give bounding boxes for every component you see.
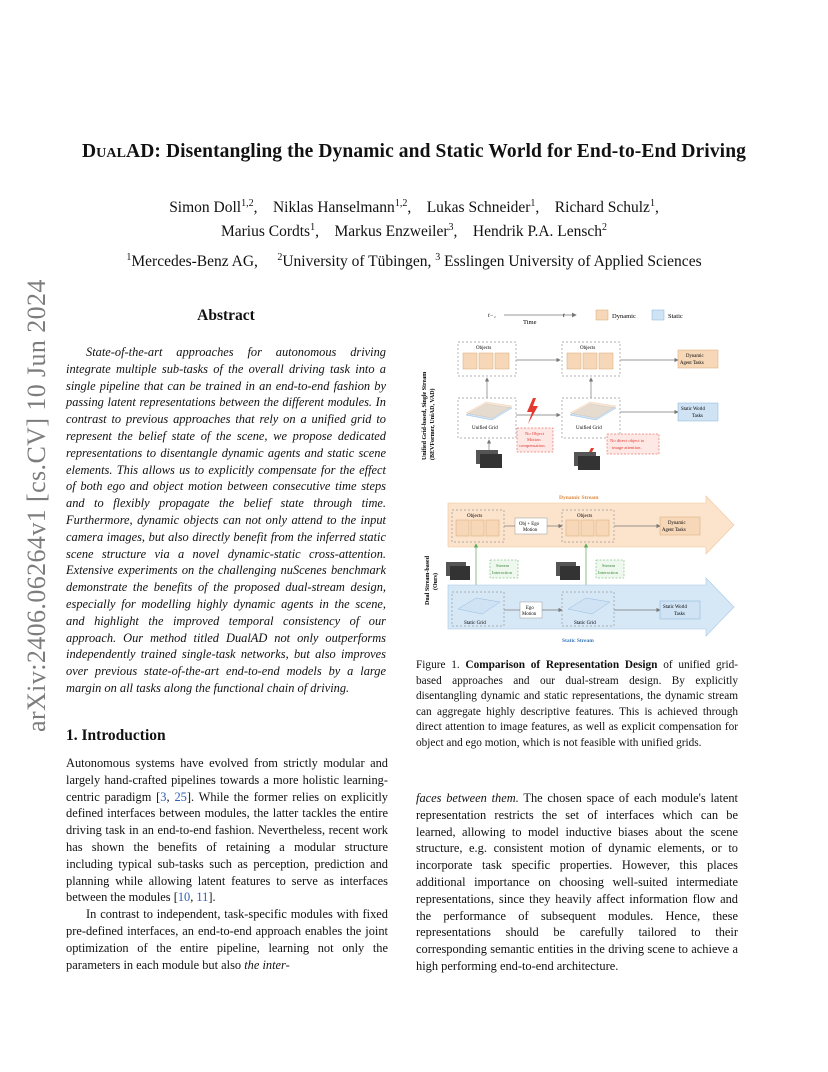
caption-title: Comparison of Representation Design: [465, 659, 658, 671]
author-affil-sup: 1: [530, 198, 536, 209]
unified-grid-label: Unified Grid: [576, 426, 602, 431]
static-grid-label: Static Grid: [574, 621, 596, 626]
ego-motion-label: Ego: [526, 606, 534, 611]
stream-interaction-label: Stream: [496, 563, 510, 568]
stream-interaction-label: Interaction: [492, 570, 512, 575]
stream-interaction-label: Stream: [602, 563, 616, 568]
bottom-side-label-sub: (Ours): [433, 573, 439, 590]
obj-ego-motion-label: Motion: [523, 528, 538, 533]
intro-text-italic: the inter-: [244, 957, 290, 972]
static-world-tasks-label: Static World: [681, 407, 705, 412]
title-method-name: DualAD: [82, 141, 155, 162]
objects-label: Objects: [580, 346, 596, 351]
intro-text: Autonomous systems have evolved from strictly modular and largely hand-crafted pipelines towards a more holistic learning-centric paradigm [: [66, 756, 388, 804]
caption-text: of unified grid-based approaches and our dual-stream design. By explicitly disentangling dynamic and static representations, the dynamic stream can aggregate highly descriptive features. This is achieved through direct attention to image features, as well as explicit compensation for object and ego motion, which is not feasible with unified grids.: [416, 659, 738, 749]
author-affil-sup: 1: [310, 222, 316, 234]
top-side-label: Unified Grid-based, Single Stream: [422, 371, 428, 460]
note-text: No direct object to: [610, 438, 645, 443]
unified-grid-label: Unified Grid: [472, 426, 498, 431]
figure-1-diagram: [416, 300, 738, 650]
static-world-tasks-label: Static World: [663, 605, 687, 610]
static-world-tasks-label: Tasks: [674, 612, 685, 617]
section-heading-introduction: 1. Introduction: [66, 727, 166, 744]
legend-static-label: Static: [668, 313, 683, 320]
right-column-body: [416, 790, 738, 975]
obj-ego-motion-label: Obj + Ego: [519, 522, 540, 527]
right-col-italic: faces between them.: [416, 791, 519, 805]
intro-paragraph-1: [66, 755, 388, 906]
objects-label: Objects: [467, 514, 483, 519]
abstract-body: State-of-the-art approaches for autonomous driving integrate multiple sub-tasks of the overall driving task into a single pipeline that can be trained in an end-to-end fashion by passing latent representations between the different modules. In contrast to previous approaches that rely on a unified grid to represent the belief state of the scene, we propose dedicated representations to disentangle dynamic agents and static scene elements. This allows us to explicitly compensate for the effect of both ego and object motion between consecutive time steps and to flexibly propagate the belief state through time. Furthermore, dynamic objects can not only attend to the input camera images, but also directly benefit from the inferred static scene structure via a novel dynamic-static cross-attention. Extensive experiments on the challenging nuScenes benchmark demonstrate the benefits of the proposed dual-stream design, especially for modelling highly dynamic agents in the scene, and highlight the improved temporal consistency of our approach. Our method titled DualAD not only outperforms independently trained single-task networks, but also improves over previous state-of-the-art end-to-end models by a large margin on all tasks along the functional chain of driving.: [66, 345, 386, 695]
figure-caption: [416, 658, 738, 752]
citation-link[interactable]: 11: [196, 890, 209, 905]
intro-paragraph-2: [66, 906, 388, 973]
author-affil-sup: 1,2: [394, 198, 408, 209]
stream-interaction-label: Interaction: [598, 570, 618, 575]
camera-image: [450, 566, 470, 580]
right-col-text: The chosen space of each module's latent representation restricts the set of interfaces which can be learned, allowing to model inductive biases about the scene structure, e.g. consistent motion of dynamic elements, or to incorporate task specific properties. However, this places additional importance on choosing well-suited intermediate representations, since they heavily affect information flow and the performance of subsequent modules. Hence, these representations should be carefully tailored to their corresponding semantic entities in the driving scene to achieve a high performing end-to-end architecture.: [416, 791, 739, 973]
t-now-label: t: [563, 313, 565, 319]
camera-image: [560, 566, 580, 580]
caption-label: Figure 1.: [416, 659, 460, 671]
citation-link[interactable]: 25: [174, 789, 187, 804]
affil-sup: 1: [126, 252, 132, 263]
author-line-2: Marius Cordts$^1$, Markus Enzweiler$^3$, Hendrik P.A. Lensch$^2$: [220, 222, 608, 241]
objects-label: Objects: [476, 346, 492, 351]
citation-link[interactable]: 10: [177, 890, 191, 905]
ego-motion-label: Motion: [522, 612, 537, 617]
author-affil-sup: 2: [602, 222, 608, 234]
affil-sup: 2: [277, 252, 283, 263]
author: Richard Schulz: [554, 199, 650, 217]
author: Niklas Hanselmann: [272, 199, 395, 217]
author: Lukas Schneider: [426, 199, 531, 217]
note-text: No Object: [525, 431, 545, 436]
author: Hendrik P.A. Lensch: [472, 223, 603, 241]
citation-link[interactable]: 3: [160, 789, 167, 804]
affiliations: [0, 252, 828, 271]
author-list: [0, 194, 828, 242]
note-text: compensation.: [519, 443, 546, 448]
author-affil-sup: 1: [649, 198, 655, 209]
intro-text: ,: [190, 890, 197, 905]
affiliation: University of Tübingen,: [282, 253, 432, 271]
dynamic-agent-tasks-label: Dynamic: [686, 354, 704, 359]
camera-image: [480, 454, 502, 468]
intro-text: ].: [208, 890, 216, 905]
author: Markus Enzweiler: [334, 223, 449, 241]
static-stream-label: Static Stream: [562, 638, 594, 644]
author: Marius Cordts: [220, 223, 311, 241]
dynamic-stream-label: Dynamic Stream: [559, 495, 599, 501]
arxiv-stamp: arXiv:2406.06264v1 [cs.CV] 10 Jun 2024: [22, 279, 51, 732]
note-text: image attention.: [612, 445, 642, 450]
legend-dynamic-swatch: [596, 310, 608, 320]
affiliation: Mercedes-Benz AG,: [131, 253, 258, 271]
dynamic-agent-tasks-label: Dynamic: [668, 521, 686, 526]
abstract-heading: Abstract: [197, 307, 255, 324]
static-grid-label: Static Grid: [464, 621, 486, 626]
author-affil-sup: 1,2: [241, 198, 254, 209]
t-prev-label: t−₁: [488, 313, 496, 319]
no-direct-attention-note: [607, 434, 659, 454]
warning-bolt-icon: [527, 398, 538, 424]
legend-dynamic-label: Dynamic: [612, 313, 636, 320]
affiliation: Esslingen University of Applied Sciences: [444, 253, 702, 271]
introduction-body: [66, 755, 388, 973]
intro-text: In contrast to independent, task-specific modules with fixed pre-defined interfaces, an end-to-end approach enables the joint optimization of the entire pipeline, learning not only the parameters in each module but also: [66, 907, 388, 972]
dynamic-agent-tasks-label: Agent Tasks: [662, 528, 686, 533]
title-rest: : Disentangling the Dynamic and Static World for End-to-End Driving: [154, 141, 746, 162]
time-label: Time: [523, 319, 537, 326]
note-text: Motion: [527, 437, 541, 442]
paper-title: [0, 141, 828, 163]
intro-text: ]. While the former relies on explicitly defined interfaces between modules, the latter tackles the entire driving task in an end-to-end fashion. Nevertheless, recent work has shown the benefits of retaining a modular structure including typical sub-tasks such as perception, prediction and planning while allowing latent features to serve as interfaces between the modules [: [66, 789, 388, 905]
camera-image: [578, 456, 600, 470]
intro-text: ,: [166, 789, 175, 804]
dynamic-agent-tasks-label: Agent Tasks: [680, 361, 704, 366]
bottom-side-label: Dual Stream-based: [425, 555, 431, 605]
objects-label: Objects: [577, 514, 593, 519]
legend-static-swatch: [652, 310, 664, 320]
author-line-1: Simon Doll$^{1,2}$, Niklas Hanselmann$^{1,2}$, Lukas Schneider$^1$, Richard Schulz$^1$,: [169, 198, 659, 217]
top-side-label-sub: (BEVFormer, UniAD, VAD): [430, 388, 436, 460]
author-affil-sup: 3: [448, 222, 454, 234]
affil-sup: 3: [435, 252, 441, 263]
static-world-tasks-label: Tasks: [692, 414, 703, 419]
author: Simon Doll: [169, 199, 242, 217]
